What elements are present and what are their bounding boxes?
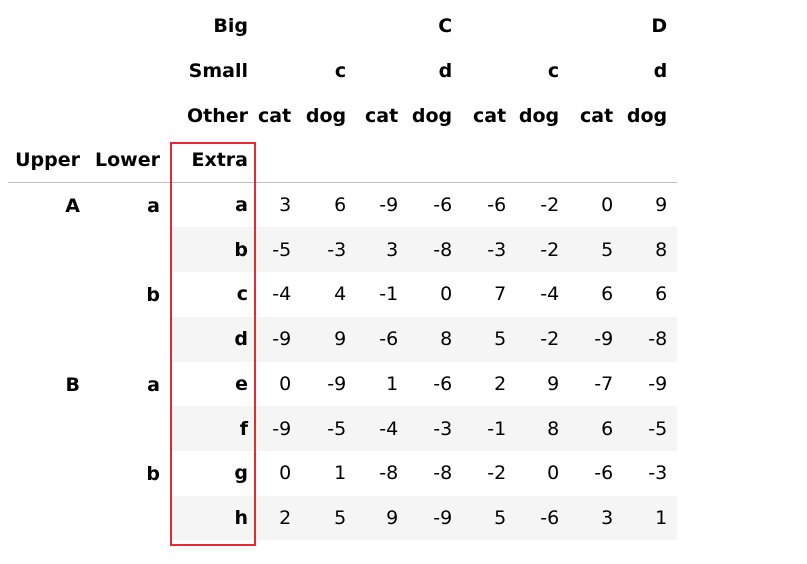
table-cell: -8 — [379, 462, 399, 485]
header-blank — [90, 4, 170, 49]
table-cell: 0 — [601, 194, 614, 217]
table-cell: -4 — [356, 406, 408, 451]
table-cell: 2 — [494, 372, 507, 395]
column-header-other: dog — [305, 104, 347, 127]
column-level-name-big: Big — [213, 15, 248, 38]
table-cell: -2 — [487, 462, 507, 485]
table-cell: 1 — [334, 462, 347, 485]
header-blank — [8, 49, 90, 94]
table-cell: -9 — [258, 406, 301, 451]
table-cell: -9 — [327, 372, 347, 395]
table-cell: 8 — [408, 317, 462, 362]
column-header-small: c — [547, 60, 560, 83]
column-header-big-c: C — [438, 15, 453, 38]
header-blank — [8, 93, 90, 138]
header-row-other — [8, 93, 677, 138]
table-cell: 9 — [655, 194, 668, 217]
table-cell: -4 — [272, 283, 292, 306]
table-cell: -6 — [594, 462, 614, 485]
table-cell: -8 — [623, 317, 677, 362]
column-header-other: cat — [580, 104, 614, 127]
table-cell: -9 — [408, 496, 462, 541]
table-cell: -6 — [433, 372, 453, 395]
table-cell: -3 — [408, 406, 462, 451]
table-cell: 6 — [334, 194, 347, 217]
table-cell: -6 — [516, 496, 569, 541]
table-cell: 9 — [356, 496, 408, 541]
index-name-lower: Lower — [90, 138, 170, 183]
table-cell: -5 — [258, 227, 301, 272]
table-cell: 1 — [386, 372, 399, 395]
column-header-other: cat — [258, 104, 292, 127]
header-blank — [258, 138, 677, 183]
table-cell: 6 — [655, 283, 668, 306]
dataframe-body — [8, 183, 677, 541]
dataframe-table — [8, 4, 677, 540]
column-header-other: dog — [626, 104, 668, 127]
table-cell: -5 — [623, 406, 677, 451]
table-cell: 3 — [356, 227, 408, 272]
table-cell: 6 — [569, 406, 623, 451]
header-row-big — [8, 4, 677, 49]
column-level-name-small: Small — [188, 60, 248, 83]
row-index-upper: B — [65, 373, 80, 396]
column-header-other: dog — [411, 104, 453, 127]
row-index-lower: b — [146, 462, 160, 485]
row-index-extra: h — [170, 496, 258, 541]
table-cell: -5 — [301, 406, 356, 451]
table-cell: -2 — [516, 227, 569, 272]
table-row — [8, 451, 677, 496]
table-cell: -9 — [258, 317, 301, 362]
row-index-upper: A — [65, 195, 80, 218]
row-index-extra: a — [235, 194, 248, 217]
table-cell: -8 — [408, 227, 462, 272]
table-cell: -1 — [462, 406, 516, 451]
table-cell: -3 — [301, 227, 356, 272]
table-cell: -9 — [569, 317, 623, 362]
table-cell: -7 — [594, 372, 614, 395]
row-index-extra: g — [234, 462, 248, 485]
table-row — [8, 272, 677, 317]
header-blank — [90, 93, 170, 138]
column-header-other: dog — [518, 104, 560, 127]
row-index-extra: f — [170, 406, 258, 451]
table-cell: 1 — [623, 496, 677, 541]
table-cell: 5 — [462, 496, 516, 541]
dataframe-container — [8, 4, 677, 540]
column-header-other: cat — [473, 104, 507, 127]
table-row — [8, 362, 677, 407]
column-level-name-other: Other — [186, 104, 248, 127]
table-cell: -1 — [379, 283, 399, 306]
table-cell: 2 — [258, 496, 301, 541]
column-header-small: c — [334, 60, 347, 83]
table-cell: 0 — [547, 462, 560, 485]
table-cell: 5 — [462, 317, 516, 362]
row-index-extra: c — [236, 283, 248, 306]
table-cell: -3 — [462, 227, 516, 272]
table-cell: 0 — [440, 283, 453, 306]
table-cell: 6 — [601, 283, 614, 306]
header-blank — [8, 4, 90, 49]
row-index-lower: b — [146, 284, 160, 307]
table-cell: -6 — [433, 194, 453, 217]
table-cell: -3 — [648, 462, 668, 485]
index-name-extra: Extra — [170, 138, 258, 183]
column-header-other: cat — [365, 104, 399, 127]
table-cell: -2 — [540, 194, 560, 217]
row-index-lower: a — [147, 195, 160, 218]
header-row-small — [8, 49, 677, 94]
row-index-lower: a — [147, 373, 160, 396]
table-cell: 9 — [301, 317, 356, 362]
table-cell: -6 — [487, 194, 507, 217]
table-cell: -6 — [356, 317, 408, 362]
column-header-small: d — [653, 60, 668, 83]
table-cell: 0 — [279, 372, 292, 395]
row-index-extra: e — [235, 372, 248, 395]
column-header-small: d — [438, 60, 453, 83]
row-index-extra: b — [170, 227, 258, 272]
table-cell: -4 — [540, 283, 560, 306]
index-names-row — [8, 138, 677, 183]
index-name-upper: Upper — [8, 138, 90, 183]
table-cell: 8 — [623, 227, 677, 272]
table-cell: 3 — [569, 496, 623, 541]
table-cell: 9 — [547, 372, 560, 395]
column-header-big-d: D — [651, 15, 668, 38]
table-row — [8, 183, 677, 228]
table-cell: -2 — [516, 317, 569, 362]
table-cell: 5 — [301, 496, 356, 541]
table-cell: 4 — [334, 283, 347, 306]
table-cell: 7 — [494, 283, 507, 306]
table-cell: 8 — [516, 406, 569, 451]
table-cell: 5 — [569, 227, 623, 272]
table-cell: -8 — [433, 462, 453, 485]
table-cell: -9 — [379, 194, 399, 217]
table-cell: 0 — [279, 462, 292, 485]
table-cell: 3 — [279, 194, 292, 217]
header-blank — [90, 49, 170, 94]
row-index-extra: d — [170, 317, 258, 362]
table-cell: -9 — [648, 372, 668, 395]
